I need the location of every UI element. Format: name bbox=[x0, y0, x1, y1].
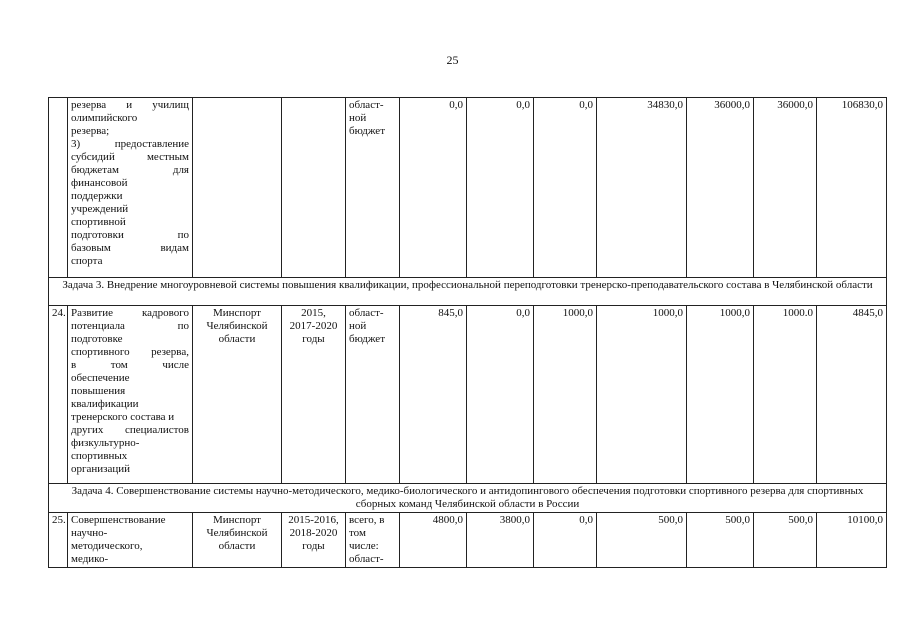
cell-word: субсидий bbox=[71, 151, 115, 163]
amount-cell: 36000,0 bbox=[687, 98, 754, 278]
cell-line: 2017-2020 bbox=[289, 320, 338, 332]
cell-line: физкультурно- bbox=[71, 437, 140, 449]
cell-word: местным bbox=[146, 151, 189, 163]
funding-source-cell bbox=[346, 513, 400, 568]
cell-word: и bbox=[126, 99, 133, 111]
cell-word: подготовки bbox=[71, 229, 124, 241]
cell-line: бюджет bbox=[349, 125, 385, 137]
cell-word: резерва bbox=[71, 99, 107, 111]
cell-line bbox=[71, 99, 189, 112]
cell-line bbox=[71, 346, 189, 359]
cell-line: квалификации bbox=[71, 398, 139, 410]
cell-line bbox=[71, 138, 189, 151]
period-cell bbox=[282, 306, 346, 484]
cell-line: том bbox=[349, 527, 366, 539]
amount-cell: 500,0 bbox=[687, 513, 754, 568]
amount-cell: 845,0 bbox=[400, 306, 467, 484]
table-row bbox=[49, 513, 887, 568]
cell-line bbox=[71, 229, 189, 242]
cell-word: 3) bbox=[71, 138, 81, 150]
cell-line: научно- bbox=[71, 527, 108, 539]
cell-word: Развитие bbox=[71, 307, 114, 319]
amount-cell: 106830,0 bbox=[817, 98, 887, 278]
amount-cell: 0,0 bbox=[534, 513, 597, 568]
cell-line: спорта bbox=[71, 255, 103, 267]
cell-word: числе bbox=[162, 359, 189, 371]
cell-line: финансовой bbox=[71, 177, 128, 189]
cell-line: повышения bbox=[71, 385, 126, 397]
cell-line bbox=[71, 424, 189, 437]
amount-cell: 36000,0 bbox=[754, 98, 817, 278]
cell-word: для bbox=[172, 164, 189, 176]
amount-cell: 4800,0 bbox=[400, 513, 467, 568]
executor-cell bbox=[193, 98, 282, 278]
cell-line: Челябинской bbox=[206, 527, 268, 539]
cell-word: резерва, bbox=[151, 346, 189, 358]
cell-line: спортивных bbox=[71, 450, 128, 462]
cell-word: потенциала bbox=[71, 320, 125, 332]
cell-word: базовым bbox=[71, 242, 111, 254]
cell-word: спортивного bbox=[71, 346, 130, 358]
cell-line: поддержки bbox=[71, 190, 123, 202]
table-row bbox=[49, 306, 887, 484]
cell-line: ной bbox=[349, 320, 367, 332]
amount-cell: 3800,0 bbox=[467, 513, 534, 568]
measure-description bbox=[68, 513, 193, 568]
cell-word: по bbox=[177, 229, 189, 241]
cell-line: 2015-2016, bbox=[288, 514, 339, 526]
measure-description bbox=[68, 306, 193, 484]
cell-line bbox=[71, 307, 189, 320]
amount-cell: 1000,0 bbox=[534, 306, 597, 484]
task-heading: Задача 4. Совершенствование системы научно-методического, медико-биологического и антидопингового обеспечения подготовки спортивного резерва для спортивных сборных команд Челябинской области в России bbox=[49, 484, 887, 513]
funding-source-cell bbox=[346, 98, 400, 278]
funding-source-cell bbox=[346, 306, 400, 484]
period-cell bbox=[282, 513, 346, 568]
cell-line bbox=[71, 151, 189, 164]
cell-line: подготовке bbox=[71, 333, 123, 345]
measure-description bbox=[68, 98, 193, 278]
cell-word: других bbox=[71, 424, 104, 436]
cell-line: области bbox=[218, 333, 256, 345]
task-row bbox=[49, 278, 887, 306]
cell-line: област- bbox=[349, 99, 384, 111]
cell-line: тренерского состава и bbox=[71, 411, 175, 423]
cell-line: 2015, bbox=[301, 307, 326, 319]
executor-cell bbox=[193, 306, 282, 484]
amount-cell: 500,0 bbox=[597, 513, 687, 568]
cell-line: резерва; bbox=[71, 125, 110, 137]
cell-line: бюджет bbox=[349, 333, 385, 345]
cell-line: 2018-2020 bbox=[289, 527, 338, 539]
cell-line: област- bbox=[349, 553, 384, 565]
cell-line: обеспечение bbox=[71, 372, 130, 384]
cell-line: област- bbox=[349, 307, 384, 319]
cell-line: спортивной bbox=[71, 216, 126, 228]
cell-line: ной bbox=[349, 112, 367, 124]
cell-line: годы bbox=[302, 333, 325, 345]
period-cell bbox=[282, 98, 346, 278]
cell-word: предоставление bbox=[114, 138, 189, 150]
cell-line: всего, в bbox=[349, 514, 385, 526]
cell-line: области bbox=[218, 540, 256, 552]
cell-line: Минспорт bbox=[213, 514, 261, 526]
cell-line bbox=[71, 359, 189, 372]
cell-word: училищ bbox=[152, 99, 189, 111]
executor-cell bbox=[193, 513, 282, 568]
cell-line: учреждений bbox=[71, 203, 129, 215]
cell-word: том bbox=[110, 359, 128, 371]
amount-cell: 4845,0 bbox=[817, 306, 887, 484]
cell-line bbox=[71, 320, 189, 333]
amount-cell: 0,0 bbox=[400, 98, 467, 278]
cell-word: видам bbox=[160, 242, 189, 254]
cell-line: организаций bbox=[71, 463, 131, 475]
row-number: 25. bbox=[49, 513, 68, 568]
cell-line: олимпийского bbox=[71, 112, 138, 124]
table-row bbox=[49, 98, 887, 278]
amount-cell: 10100,0 bbox=[817, 513, 887, 568]
cell-word: специалистов bbox=[124, 424, 189, 436]
cell-line: Минспорт bbox=[213, 307, 261, 319]
cell-line: числе: bbox=[349, 540, 379, 552]
row-number: 24. bbox=[49, 306, 68, 484]
budget-table bbox=[48, 97, 887, 568]
cell-line bbox=[71, 242, 189, 255]
amount-cell: 0,0 bbox=[534, 98, 597, 278]
amount-cell: 1000,0 bbox=[597, 306, 687, 484]
cell-line bbox=[71, 164, 189, 177]
amount-cell: 1000,0 bbox=[687, 306, 754, 484]
row-number bbox=[49, 98, 68, 278]
cell-word: в bbox=[71, 359, 77, 371]
cell-line: Челябинской bbox=[206, 320, 268, 332]
amount-cell: 34830,0 bbox=[597, 98, 687, 278]
cell-line: Совершенствование bbox=[71, 514, 166, 526]
cell-line: годы bbox=[302, 540, 325, 552]
amount-cell: 0,0 bbox=[467, 306, 534, 484]
page-number: 25 bbox=[446, 53, 459, 67]
task-row bbox=[49, 484, 887, 513]
cell-line: методического, bbox=[71, 540, 143, 552]
cell-word: бюджетам bbox=[71, 164, 119, 176]
cell-word: по bbox=[177, 320, 189, 332]
cell-line: медико- bbox=[71, 553, 109, 565]
task-heading: Задача 3. Внедрение многоуровневой системы повышения квалификации, профессиональной переподготовки тренерско-преподавательского состава в Челябинской области bbox=[49, 278, 887, 306]
amount-cell: 500,0 bbox=[754, 513, 817, 568]
cell-word: кадрового bbox=[141, 307, 189, 319]
amount-cell: 1000.0 bbox=[754, 306, 817, 484]
amount-cell: 0,0 bbox=[467, 98, 534, 278]
